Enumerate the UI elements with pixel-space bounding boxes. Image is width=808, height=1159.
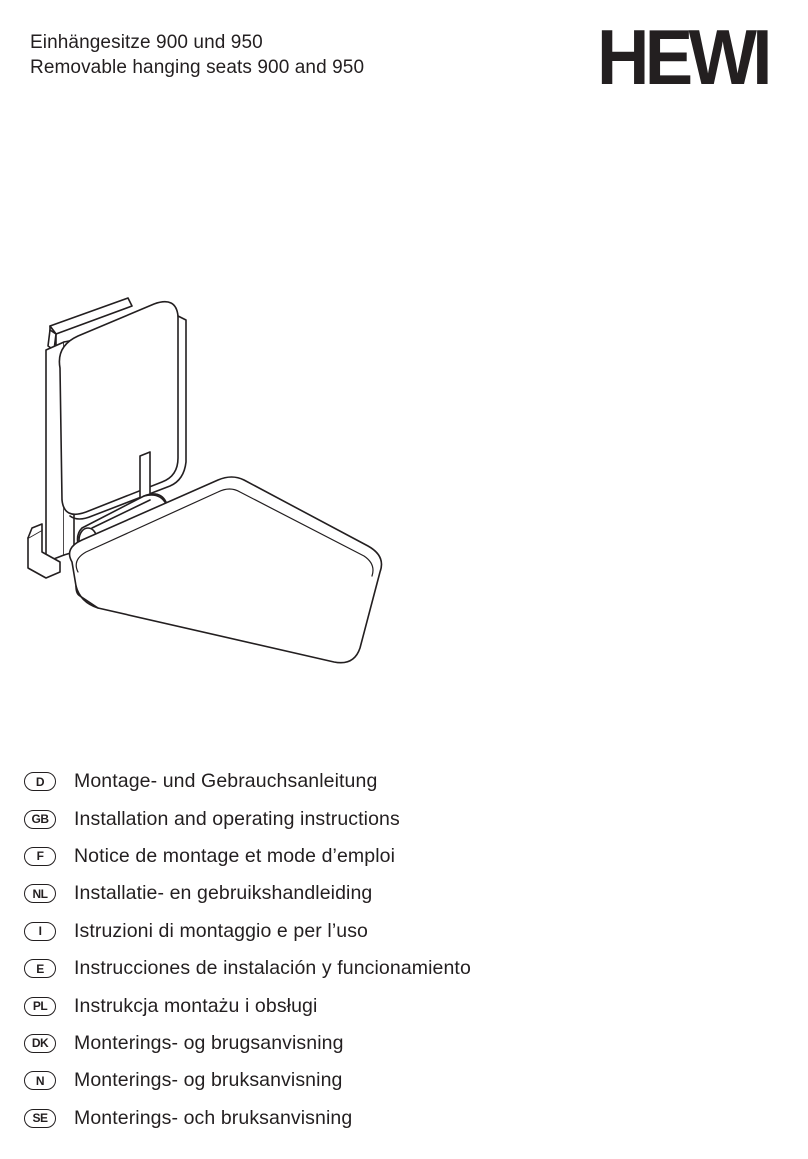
title-german: Einhängesitze 900 und 950: [30, 32, 263, 53]
hanging-seat-illustration-icon: [20, 290, 600, 690]
list-item: [24, 763, 471, 800]
language-code-badge: F: [24, 847, 56, 866]
language-title: Installation and operating instructions: [74, 807, 400, 830]
language-list: [24, 763, 471, 1137]
language-code-badge: D: [24, 772, 56, 791]
language-code-badge: E: [24, 959, 56, 978]
language-code-badge: NL: [24, 884, 56, 903]
list-item: [24, 950, 471, 987]
language-title: Instrucciones de instalación y funcionamiento: [74, 957, 471, 980]
title-english: Removable hanging seats 900 and 950: [30, 57, 365, 78]
language-title: Montage- und Gebrauchsanleitung: [74, 770, 378, 793]
language-title: Istruzioni di montaggio e per l’uso: [74, 919, 368, 942]
list-item: [24, 1025, 471, 1062]
language-title: Monterings- og bruksanvisning: [74, 1069, 343, 1092]
language-code-badge: N: [24, 1071, 56, 1090]
list-item: [24, 800, 471, 837]
language-code-badge: PL: [24, 997, 56, 1016]
list-item: [24, 987, 471, 1024]
language-title: Notice de montage et mode d’emploi: [74, 844, 395, 867]
language-code-badge: DK: [24, 1034, 56, 1053]
list-item: [24, 838, 471, 875]
list-item: [24, 913, 471, 950]
language-title: Monterings- og brugsanvisning: [74, 1031, 344, 1054]
language-code-badge: GB: [24, 810, 56, 829]
language-code-badge: I: [24, 922, 56, 941]
list-item: [24, 875, 471, 912]
language-title: Instrukcja montażu i obsługi: [74, 994, 318, 1017]
document-title: [30, 30, 364, 80]
language-title: Monterings- och bruksanvisning: [74, 1106, 353, 1129]
list-item: [24, 1100, 471, 1137]
language-code-badge: SE: [24, 1109, 56, 1128]
hewi-logo: HEWI: [597, 13, 768, 101]
language-title: Installatie- en gebruikshandleiding: [74, 882, 373, 905]
list-item: [24, 1062, 471, 1099]
